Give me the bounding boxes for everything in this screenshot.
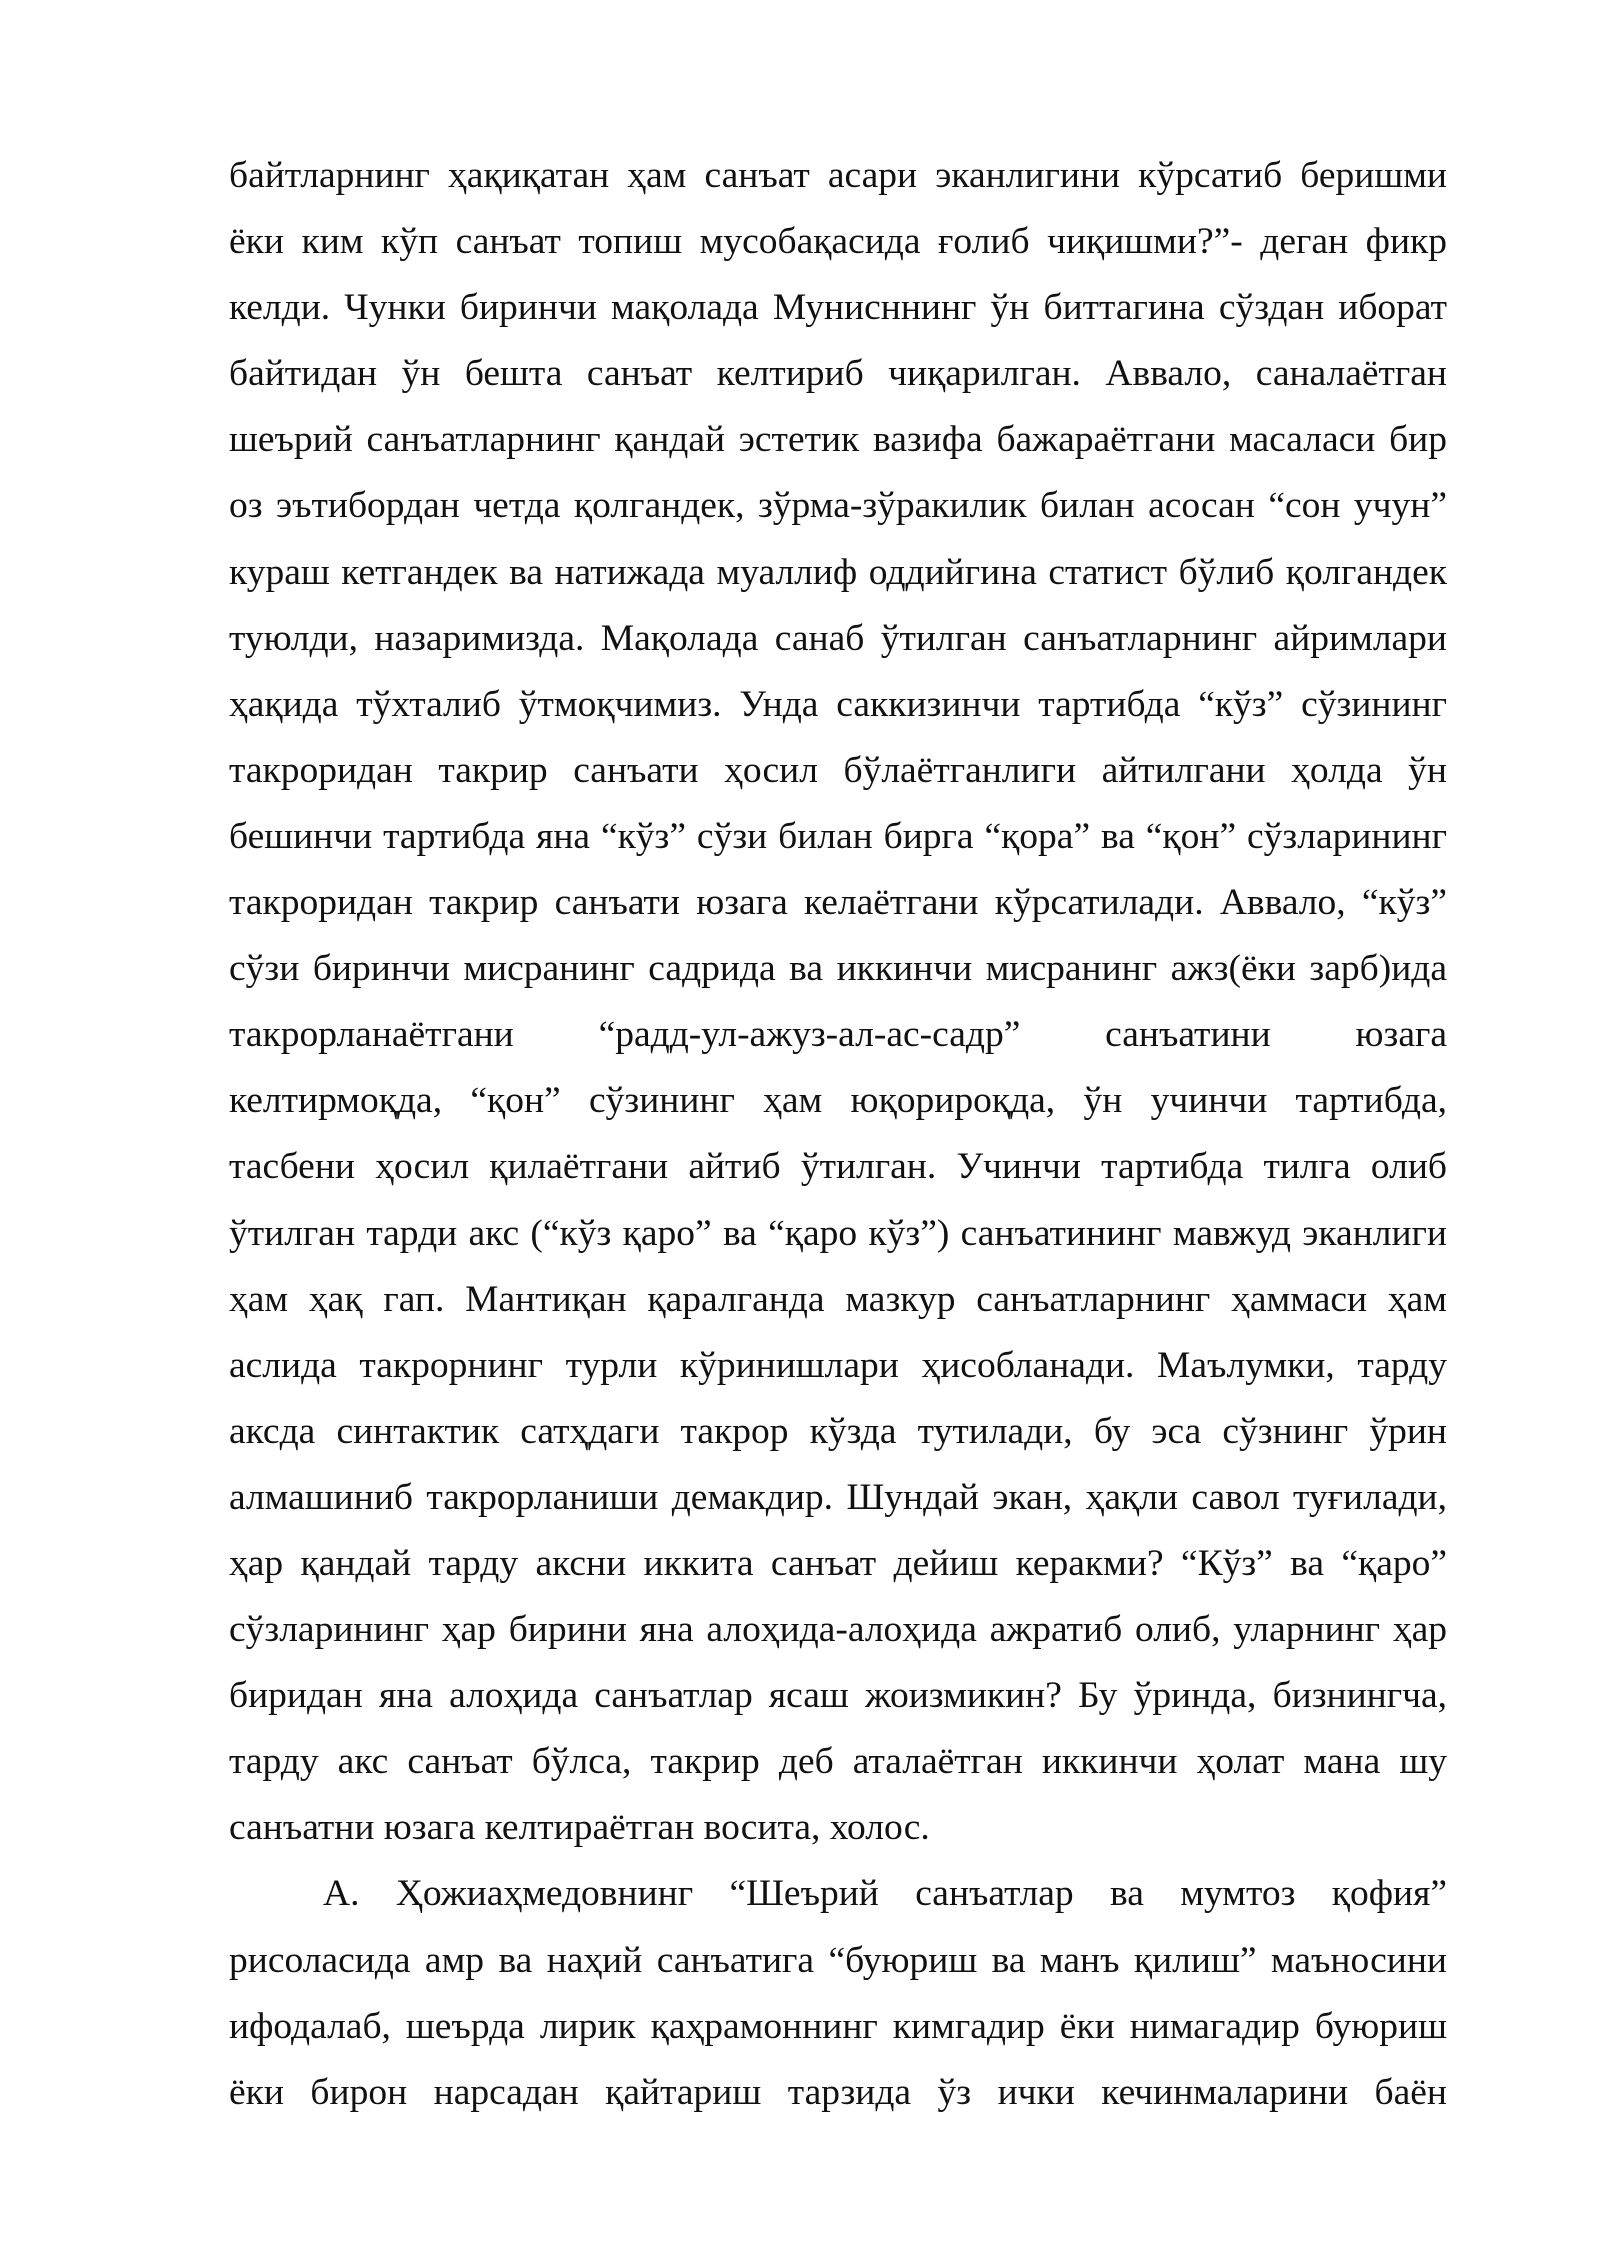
text-line: кураш кетгандек ва натижада муаллиф оддийгина статист бўлиб қолгандек [229,551,1447,593]
text-line: туюлди, назаримизда. Мақолада санаб ўтилган санъатларнинг айримлари [229,617,1447,659]
text-line: сўзи биринчи мисранинг садрида ва иккинчи мисранинг ажз(ёки зарб)ида [229,948,1447,990]
text-line: ҳақида тўхталиб ўтмоқчимиз. Унда саккизинчи тартибда “кўз” сўзининг [229,683,1447,725]
text-line: шеърий санъатларнинг қандай эстетик вазифа бажараётгани масаласи бир [229,419,1447,461]
text-line: такрорланаётгани “радд-ул-ажуз-ал-ас-садр” санъатини юзага [229,1014,1447,1056]
text-line: тасбени ҳосил қилаётгани айтиб ўтилган. Учинчи тартибда тилга олиб [229,1146,1447,1188]
text-line: бешинчи тартибда яна “кўз” сўзи билан бирга “қора” ва “қон” сўзларининг [229,815,1447,857]
text-line: ўтилган тарди акс (“кўз қаро” ва “қаро кўз”) санъатининг мавжуд эканлиги [229,1212,1447,1254]
text-line: сўзларининг ҳар бирини яна алоҳида-алоҳида ажратиб олиб, уларнинг ҳар [229,1609,1447,1651]
text-line: аслида такрорнинг турли кўринишлари ҳисобланади. Маълумки, тарду [229,1344,1447,1386]
text-line: ёки бирон нарсадан қайтариш тарзида ўз ички кечинмаларини баён [229,2071,1447,2113]
text-line: байтидан ўн бешта санъат келтириб чиқарилган. Аввало, саналаётган [229,353,1447,395]
text-line: такроридан такрир санъати ҳосил бўлаётганлиги айтилгани ҳолда ўн [229,749,1447,791]
text-line: ҳар қандай тарду аксни иккита санъат дейиш керакми? “Кўз” ва “қаро” [229,1542,1447,1584]
text-line: рисоласида амр ва наҳий санъатига “буюриш ва манъ қилиш” маъносини [229,1939,1447,1981]
text-line: алмашиниб такрорланиши демакдир. Шундай экан, ҳақли савол туғилади, [229,1476,1447,1518]
text-line: такроридан такрир санъати юзага келаётгани кўрсатилади. Аввало, “кўз” [229,882,1447,924]
body-text [229,143,1447,2126]
paragraph-last-line: санъатни юзага келтираётган восита, холос. [229,1807,930,1849]
text-line: аксда синтактик сатҳдаги такрор кўзда тутилади, бу эса сўзнинг ўрин [229,1410,1447,1452]
text-line: келди. Чунки биринчи мақолада Мунисннинг ўн биттагина сўздан иборат [229,287,1447,329]
text-line: ёки ким кўп санъат топиш мусобақасида ғолиб чиқишми?”- деган фикр [229,221,1447,263]
text-line: оз эътибордан четда қолгандек, зўрма-зўракилик билан асосан “сон учун” [229,485,1447,527]
text-line: келтирмоқда, “қон” сўзининг ҳам юқорироқда, ўн учинчи тартибда, [229,1080,1447,1122]
text-line: тарду акс санъат бўлса, такрир деб аталаётган иккинчи ҳолат мана шу [229,1741,1447,1783]
text-line: биридан яна алоҳида санъатлар ясаш жоизмикин? Бу ўринда, бизнингча, [229,1675,1447,1717]
paragraph-first-line: А. Ҳожиаҳмедовнинг “Шеърий санъатлар ва мумтоз қофия” [323,1873,1447,1915]
text-line: байтларнинг ҳақиқатан ҳам санъат асари эканлигини кўрсатиб беришми [229,155,1447,196]
text-line: ҳам ҳақ гап. Мантиқан қаралганда мазкур санъатларнинг ҳаммаси ҳам [229,1278,1447,1320]
text-line: ифодалаб, шеърда лирик қаҳрамоннинг кимгадир ёки нимагадир буюриш [229,2005,1447,2047]
